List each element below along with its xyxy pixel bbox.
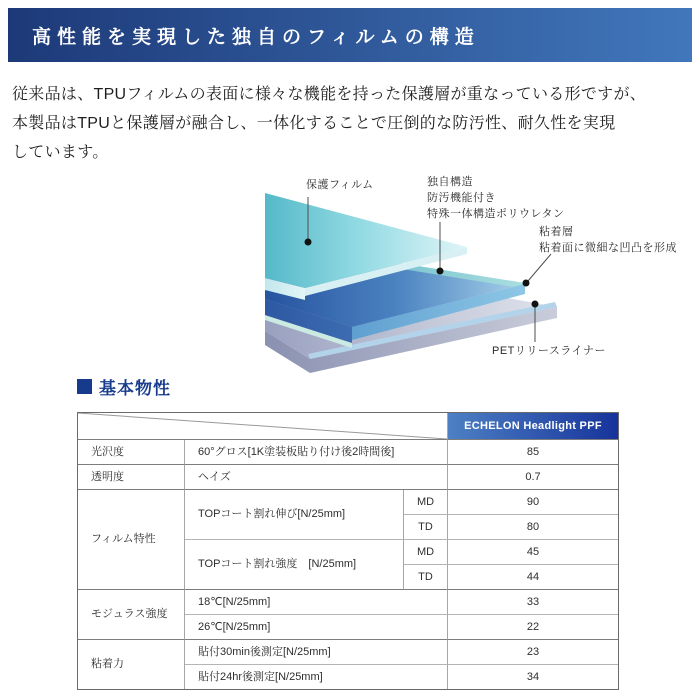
- diagonal-header-cell: [78, 413, 448, 440]
- direction-cell: TD: [404, 565, 448, 590]
- product-header-cell: ECHELON Headlight PPF: [448, 413, 618, 440]
- item-cell: TOPコート割れ強度 [N/25mm]: [185, 540, 404, 590]
- value-cell: 85: [448, 440, 618, 465]
- item-cell: 貼付30min後測定[N/25mm]: [185, 640, 448, 665]
- category-cell: 粘着力: [78, 640, 185, 689]
- section-title: 基本物性: [99, 379, 171, 398]
- value-cell: 33: [448, 590, 618, 615]
- intro-line: しています。: [12, 144, 109, 161]
- value-cell: 23: [448, 640, 618, 665]
- label-adhesive-layer: [539, 224, 677, 256]
- direction-cell: TD: [404, 515, 448, 540]
- value-cell: 44: [448, 565, 618, 590]
- table-row: [78, 640, 618, 665]
- value-cell: 80: [448, 515, 618, 540]
- category-cell: 光沢度: [78, 440, 185, 465]
- page-title: 高性能を実現した独自のフィルムの構造: [32, 25, 480, 48]
- callout-dot: [532, 301, 539, 308]
- direction-cell: MD: [404, 540, 448, 565]
- callout-dot: [305, 239, 312, 246]
- table-row: [78, 590, 618, 615]
- item-cell: ヘイズ: [185, 465, 448, 490]
- label-line: 粘着面に微細な凹凸を形成: [539, 242, 677, 254]
- value-cell: 22: [448, 615, 618, 640]
- intro-line: 本製品はTPUと保護層が融合し、一体化することで圧倒的な防汚性、耐久性を実現: [12, 115, 616, 132]
- item-cell: 26℃[N/25mm]: [185, 615, 448, 640]
- value-cell: 0.7: [448, 465, 618, 490]
- properties-table: [77, 412, 619, 690]
- item-cell: 60°グロス[1K塗装板貼り付け後2時間後]: [185, 440, 448, 465]
- value-cell: 90: [448, 490, 618, 515]
- label-unique-structure: [427, 174, 565, 222]
- item-cell: 貼付24hr後測定[N/25mm]: [185, 665, 448, 689]
- value-cell: 45: [448, 540, 618, 565]
- category-cell: 透明度: [78, 465, 185, 490]
- diagonal-line: [78, 413, 447, 439]
- callout-dot: [437, 268, 444, 275]
- label-line: 粘着層: [539, 226, 574, 238]
- table-header-row: [78, 413, 618, 440]
- label-line: 特殊一体構造ポリウレタン: [427, 208, 565, 220]
- item-cell: TOPコート割れ伸び[N/25mm]: [185, 490, 404, 540]
- label-line: 防汚機能付き: [427, 192, 496, 204]
- basic-properties-heading: [77, 374, 171, 399]
- label-line: 独自構造: [427, 176, 473, 188]
- callout-dot: [523, 280, 530, 287]
- value-cell: 34: [526, 670, 540, 683]
- intro-line: 従来品は、TPUフィルムの表面に様々な機能を持った保護層が重なっている形ですが、: [12, 86, 647, 103]
- item-cell: 18℃[N/25mm]: [185, 590, 448, 615]
- label-pet-liner: PETリリースライナー: [492, 345, 607, 357]
- table-row: [78, 440, 618, 465]
- table-row: [78, 490, 618, 515]
- category-cell: モジュラス強度: [78, 590, 185, 640]
- direction-cell: MD: [404, 490, 448, 515]
- label-protective-film: 保護フィルム: [306, 179, 374, 191]
- table-row: [78, 465, 618, 490]
- section-bullet-square-icon: [77, 379, 92, 394]
- category-cell: フィルム特性: [78, 490, 185, 590]
